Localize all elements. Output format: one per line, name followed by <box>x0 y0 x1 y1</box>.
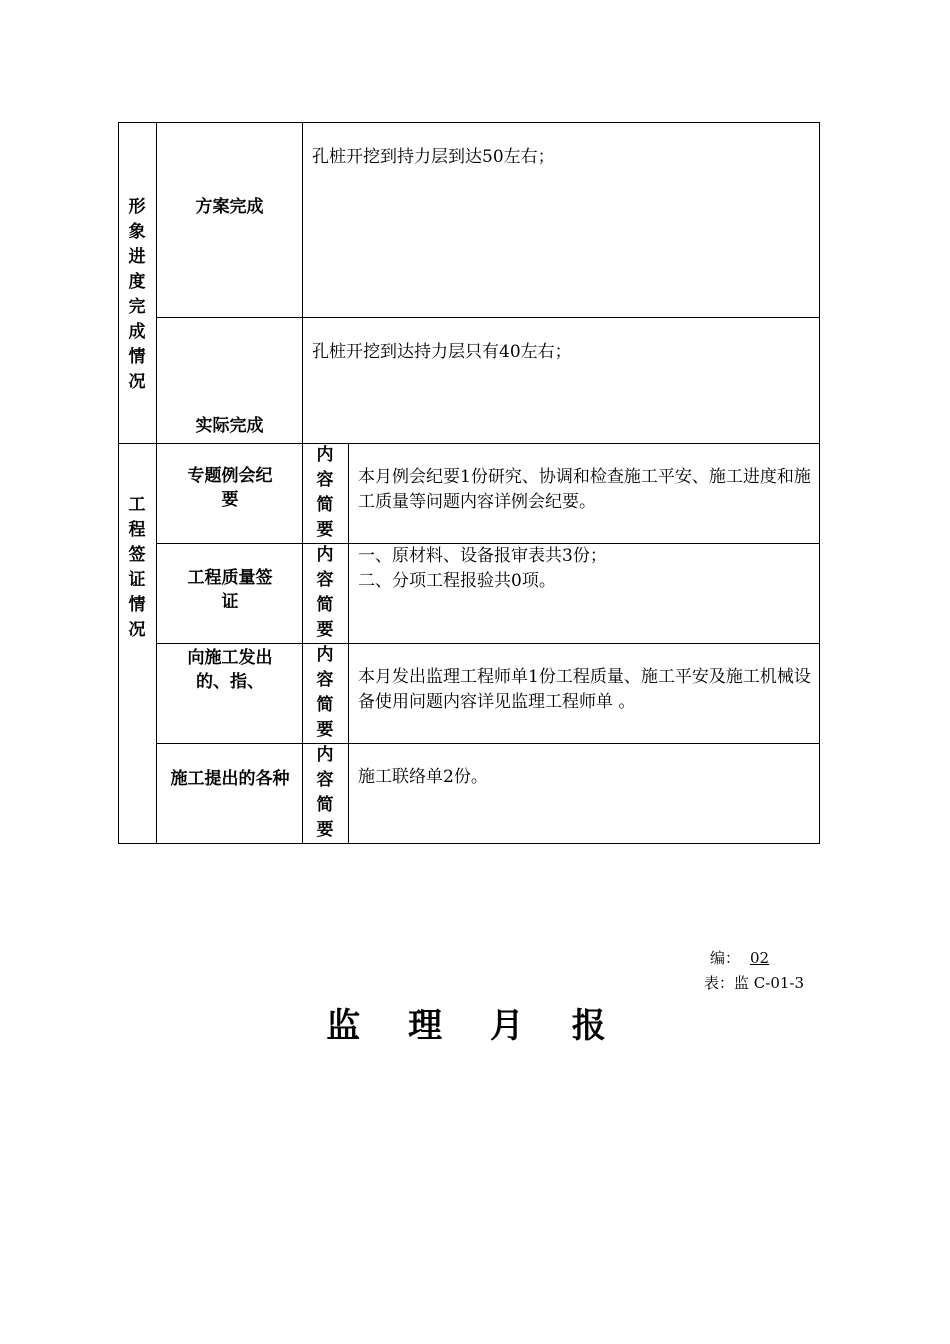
progress-section-heading: 形象进度完成情况 <box>128 197 146 392</box>
actual-complete-text: 孔桩开挖到达持力层只有40左右； <box>312 342 572 362</box>
content-summary-label: 内容简要 <box>316 445 334 540</box>
document-number-value: 02 <box>750 949 770 967</box>
quality-visa-label: 工程质量签 证 <box>187 568 290 612</box>
issued-instructions-label: 向施工发出的、指、 <box>187 648 273 692</box>
plan-complete-text: 孔桩开挖到持力层到达50左右； <box>312 147 555 167</box>
plan-complete-label: 方案完成 <box>195 197 264 217</box>
content-summary-label: 内容简要 <box>316 545 334 640</box>
meeting-minutes-text: 本月例会纪要1份研究、协调和检查施工平安、施工进度和施工质量等问题内容详例会纪要。 <box>358 467 811 512</box>
form-code: 表：监 C-01-3 <box>704 974 805 992</box>
content-summary-label: 内容简要 <box>316 645 334 740</box>
contractor-requests-text: 施工联络单2份。 <box>358 767 488 787</box>
meeting-minutes-label: 专题例会纪要 <box>187 466 273 510</box>
document-number-label: 编： <box>710 949 741 967</box>
actual-complete-label: 实际完成 <box>195 416 264 436</box>
report-title: 监 理 月 报 <box>326 1006 624 1046</box>
quality-visa-text: 一、原材料、设备报审表共3份； 二、分项工程报验共0项。 <box>358 546 607 591</box>
visa-section-heading: 工程签证情况 <box>128 495 146 640</box>
issued-instructions-text: 本月发出监理工程师单1份工程质量、施工平安及施工机械设备使用问题内容详见监理工程师单 。 <box>358 667 811 712</box>
document-number <box>710 947 769 968</box>
contractor-requests-label: 施工提出的各种 <box>170 769 290 789</box>
content-summary-label: 内容简要 <box>316 745 334 840</box>
